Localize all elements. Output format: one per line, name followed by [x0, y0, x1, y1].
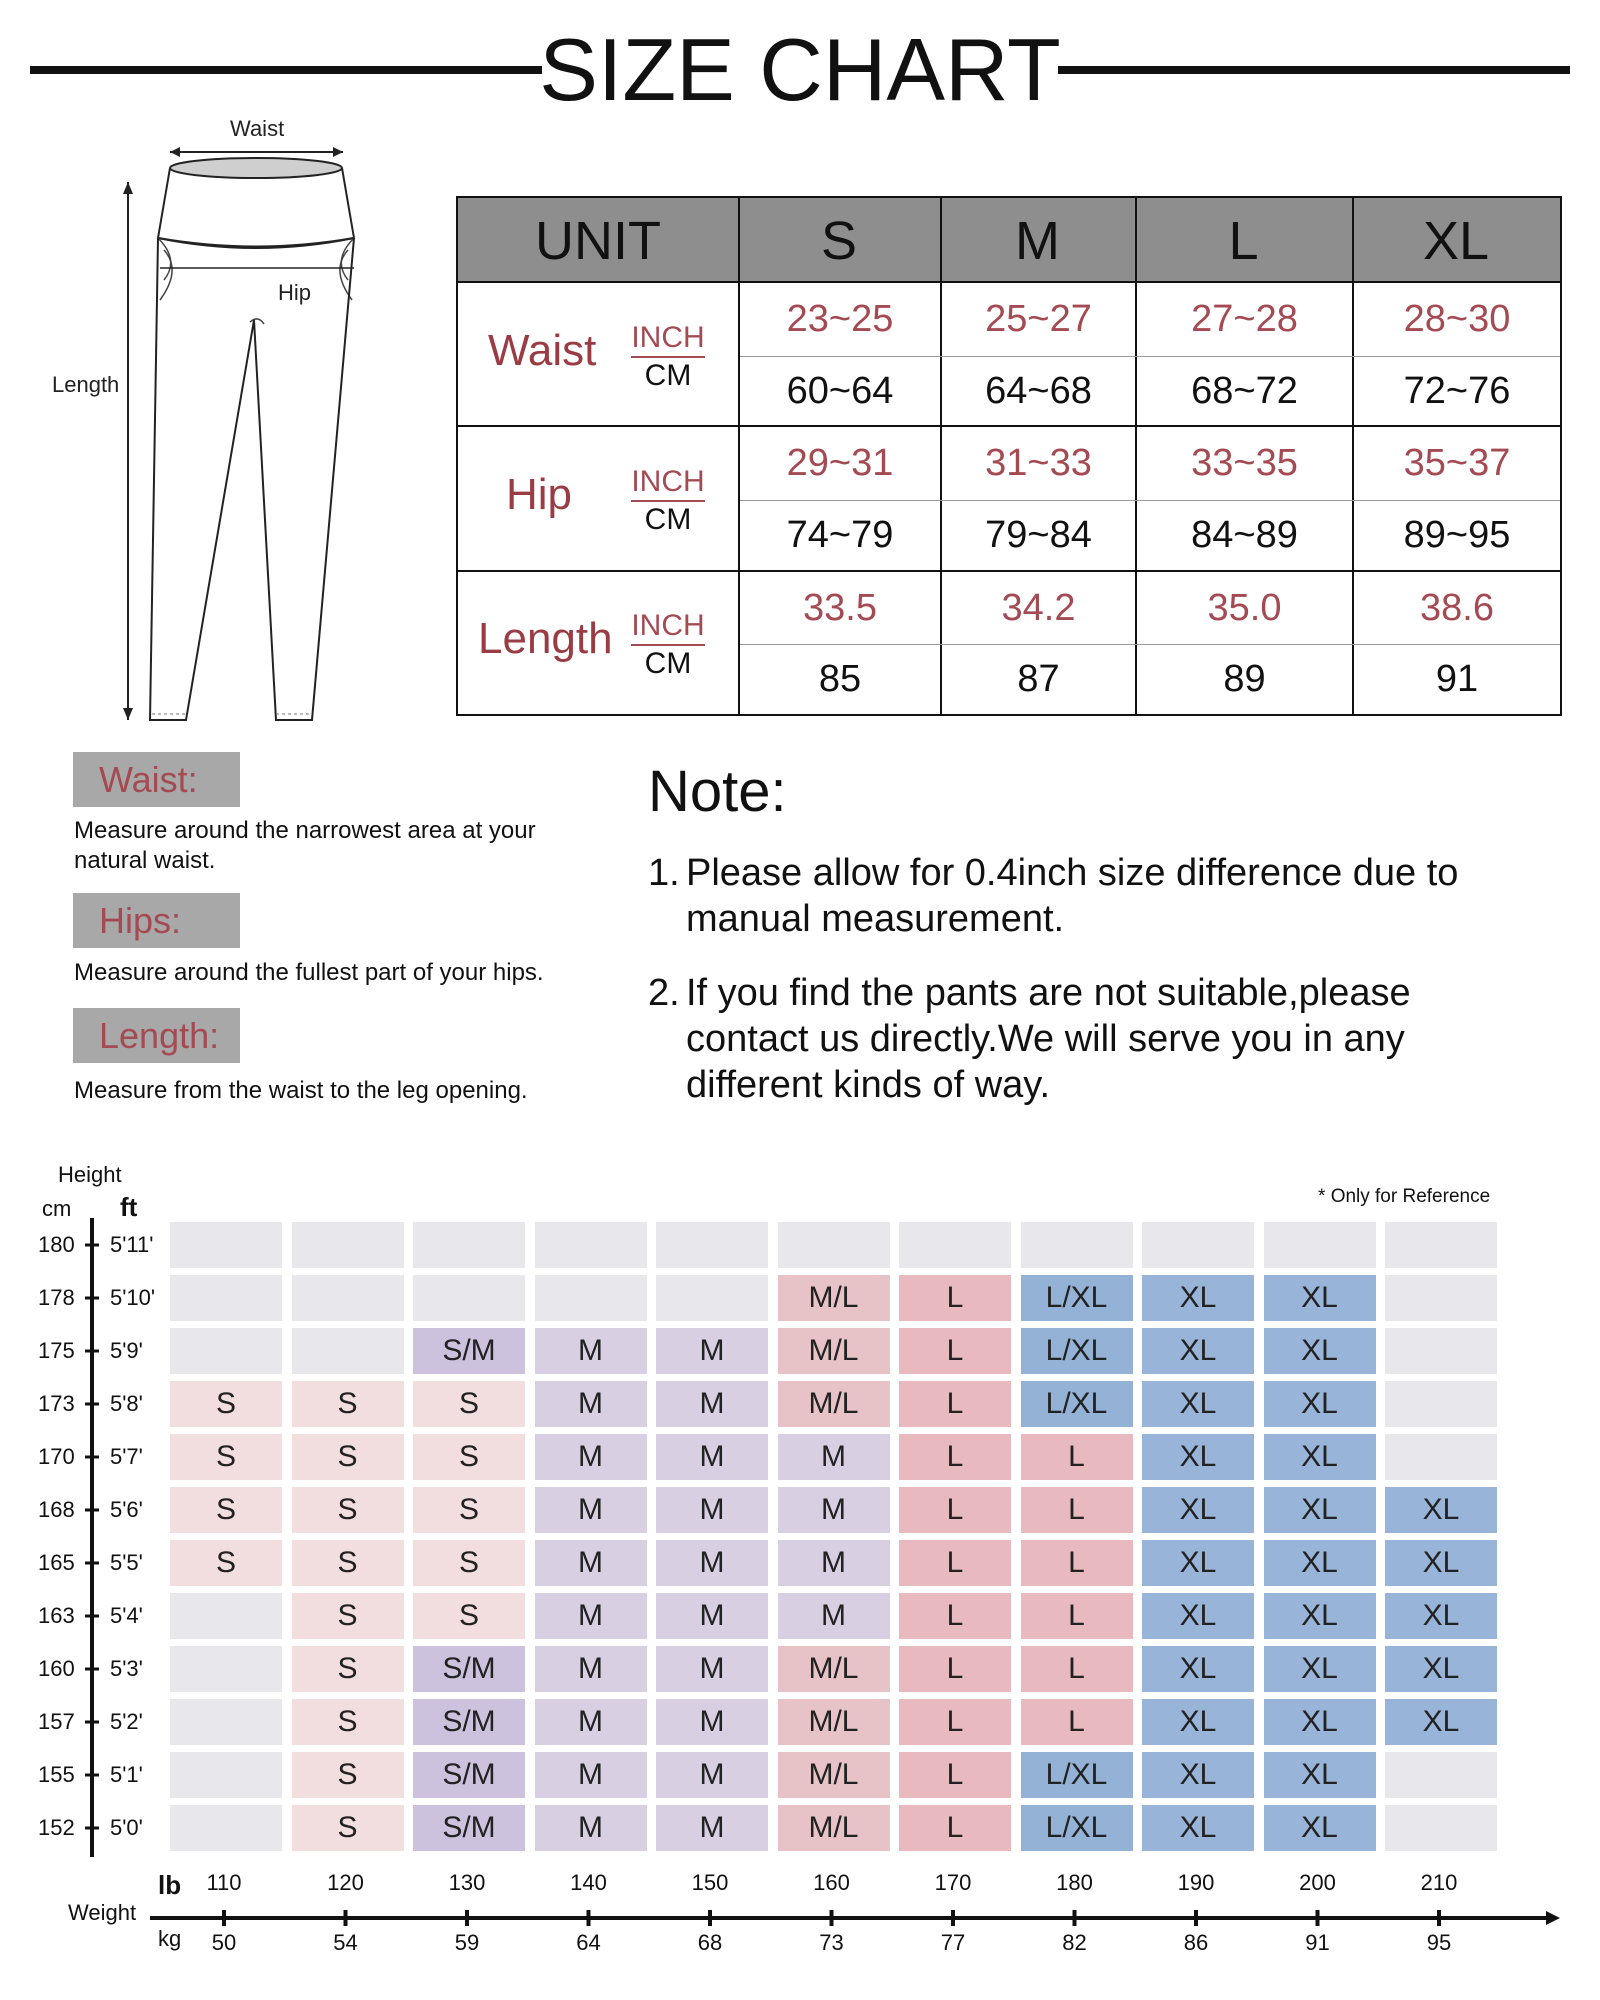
size-grid-cell: S: [292, 1381, 404, 1427]
table-cell: 35.0: [1207, 586, 1282, 629]
size-grid-cell: S/M: [413, 1328, 525, 1374]
height-cm-tick-label: 163: [38, 1603, 75, 1628]
row-label-length: Length: [478, 614, 613, 663]
size-grid-cell: [1385, 1434, 1497, 1480]
page-title: SIZE CHART: [539, 20, 1061, 119]
weight-kg-tick-label: 50: [211, 1930, 237, 1955]
size-grid-cell: [413, 1275, 525, 1321]
size-grid-cell: [1385, 1328, 1497, 1374]
reference-note-text: Only for Reference: [1330, 1186, 1491, 1207]
weight-lb-tick-label: 200: [1299, 1870, 1336, 1895]
size-grid-cell: M/L: [778, 1275, 890, 1321]
size-grid-cell: L: [899, 1752, 1011, 1798]
size-grid-cell: M: [656, 1434, 768, 1480]
height-ft-tick-label: 5'5': [110, 1550, 143, 1575]
table-cell: 79~84: [985, 514, 1092, 556]
size-grid-cell: [170, 1222, 282, 1268]
size-grid-cell: XL: [1142, 1752, 1254, 1798]
size-grid-cell: M: [535, 1540, 647, 1586]
size-grid-cell: XL: [1385, 1540, 1497, 1586]
size-grid-cell: M: [778, 1487, 890, 1533]
size-grid-cell: XL: [1142, 1646, 1254, 1692]
size-grid-cell: L: [1021, 1699, 1133, 1745]
unit-cm-label: CM: [644, 359, 692, 392]
hip-diagram-label: Hip: [278, 280, 312, 305]
weight-lb-tick-label: 110: [206, 1870, 242, 1895]
weight-axis-label: Weight: [68, 1900, 137, 1925]
table-cell: 72~76: [1403, 369, 1511, 412]
size-grid-cell: M: [656, 1328, 768, 1374]
note-text-line: contact us directly.We will serve you in any: [686, 1018, 1405, 1060]
unit-stack: [628, 608, 708, 682]
pants-diagram: [40, 110, 380, 730]
table-cell: 60~64: [786, 369, 894, 412]
size-grid-cell: [413, 1222, 525, 1268]
table-cell: 33.5: [803, 586, 877, 629]
size-grid-cell: M: [535, 1699, 647, 1745]
height-cm-tick-label: 178: [38, 1285, 75, 1310]
waist-diagram-label: Waist: [230, 116, 285, 141]
table-cell: 29~31: [786, 442, 894, 484]
size-grid-cell: L/XL: [1021, 1752, 1133, 1798]
unit-stack: [628, 320, 708, 394]
size-grid-cell: S/M: [413, 1699, 525, 1745]
size-grid-cell: M: [656, 1381, 768, 1427]
size-grid-cell: XL: [1264, 1434, 1376, 1480]
size-grid-cell: M: [656, 1752, 768, 1798]
size-grid-cell: [1142, 1222, 1254, 1268]
size-grid-cell: [170, 1752, 282, 1798]
size-grid-cell: M: [656, 1487, 768, 1533]
size-grid-cell: L/XL: [1021, 1381, 1133, 1427]
size-grid-cell: XL: [1264, 1805, 1376, 1851]
height-ft-tick-label: 5'11': [110, 1232, 154, 1257]
weight-kg-tick-label: 86: [1183, 1930, 1209, 1955]
lb-unit-label: lb: [158, 1870, 182, 1900]
height-ft-tick-label: 5'10': [110, 1285, 156, 1310]
size-grid-cell: S: [413, 1381, 525, 1427]
weight-axis-arrow-icon: [1546, 1911, 1560, 1925]
size-grid-cell: XL: [1385, 1593, 1497, 1639]
size-grid-cell: S: [292, 1805, 404, 1851]
weight-lb-tick-label: 170: [934, 1870, 972, 1895]
height-cm-tick-label: 165: [38, 1550, 75, 1575]
table-cell: 74~79: [786, 514, 894, 556]
size-grid-cell: L: [1021, 1540, 1133, 1586]
size-grid-cell: [170, 1275, 282, 1321]
size-grid-cell: [1385, 1275, 1497, 1321]
size-grid-cell: [1021, 1222, 1133, 1268]
size-grid-cell: XL: [1264, 1593, 1376, 1639]
size-grid-cell: XL: [1264, 1381, 1376, 1427]
ft-unit-label: ft: [120, 1192, 138, 1222]
weight-lb-tick-label: 140: [570, 1870, 607, 1895]
size-grid-cell: M: [656, 1646, 768, 1692]
size-grid-cell: M/L: [778, 1381, 890, 1427]
size-grid-cell: [292, 1222, 404, 1268]
weight-kg-tick-label: 54: [333, 1930, 358, 1955]
size-grid-cell: [170, 1805, 282, 1851]
size-header-l: L: [1135, 198, 1352, 283]
size-grid-cell: XL: [1385, 1646, 1497, 1692]
size-grid-cell: M/L: [778, 1646, 890, 1692]
measure-desc-length: Measure from the waist to the leg opening.: [74, 1077, 528, 1104]
size-grid-cell: XL: [1264, 1646, 1376, 1692]
size-grid-cell: [292, 1328, 404, 1374]
size-grid-cell: S: [413, 1593, 525, 1639]
size-grid-cell: M: [535, 1752, 647, 1798]
table-cell: 27~28: [1191, 298, 1298, 340]
size-grid-cell: L: [899, 1487, 1011, 1533]
size-grid-cell: L: [899, 1275, 1011, 1321]
weight-lb-tick-label: 150: [691, 1870, 729, 1895]
size-grid-cell: S/M: [413, 1646, 525, 1692]
size-grid-cell: XL: [1142, 1540, 1254, 1586]
size-grid-cell: M/L: [778, 1805, 890, 1851]
size-grid-cell: [170, 1646, 282, 1692]
size-grid-cell: M/L: [778, 1328, 890, 1374]
kg-unit-label: kg: [158, 1926, 182, 1951]
pants-outline-icon: [40, 110, 380, 730]
size-grid-cell: XL: [1142, 1593, 1254, 1639]
size-grid-cell: L: [1021, 1487, 1133, 1533]
size-grid-cell: M/L: [778, 1752, 890, 1798]
measure-tag-waist: Waist:: [73, 752, 240, 807]
size-grid-cell: [778, 1222, 890, 1268]
table-cell: 23~25: [786, 298, 894, 340]
size-grid-cell: [899, 1222, 1011, 1268]
size-grid-cell: XL: [1385, 1487, 1497, 1533]
table-cell: 85: [818, 658, 862, 700]
size-grid-cell: S: [292, 1699, 404, 1745]
size-grid-cell: XL: [1264, 1328, 1376, 1374]
size-grid-cell: XL: [1264, 1752, 1376, 1798]
size-grid-cell: M: [535, 1805, 647, 1851]
size-table: [456, 196, 1562, 716]
table-cell: 68~72: [1191, 369, 1298, 412]
unit-stack: [628, 464, 708, 538]
weight-lb-tick-label: 190: [1177, 1870, 1215, 1895]
size-grid-cell: L: [899, 1805, 1011, 1851]
size-grid-cell: L/XL: [1021, 1275, 1133, 1321]
height-cm-tick-label: 170: [38, 1444, 75, 1469]
size-grid-cell: [1264, 1222, 1376, 1268]
size-grid-cell: L: [899, 1434, 1011, 1480]
note-title: Note:: [648, 759, 787, 824]
height-ft-tick-label: 5'1': [110, 1762, 143, 1787]
size-grid-cell: XL: [1142, 1699, 1254, 1745]
size-grid-cell: M: [778, 1540, 890, 1586]
size-grid-cell: XL: [1142, 1328, 1254, 1374]
size-grid-cell: L: [1021, 1593, 1133, 1639]
size-grid-cell: M: [656, 1699, 768, 1745]
weight-kg-tick-label: 73: [819, 1930, 844, 1955]
size-grid-cell: S/M: [413, 1805, 525, 1851]
note-text-line: different kinds of way.: [686, 1064, 1051, 1106]
note-text-line: manual measurement.: [686, 898, 1065, 940]
weight-lb-tick-label: 120: [327, 1870, 364, 1895]
size-grid-cell: XL: [1142, 1805, 1254, 1851]
size-grid-cell: L: [899, 1540, 1011, 1586]
row-label-waist: Waist: [488, 326, 597, 375]
size-grid-cell: M/L: [778, 1699, 890, 1745]
size-grid-cell: XL: [1142, 1487, 1254, 1533]
height-cm-tick-label: 175: [38, 1338, 75, 1363]
table-cell: 25~27: [985, 298, 1092, 340]
size-grid-cell: M: [535, 1328, 647, 1374]
size-grid-cell: XL: [1142, 1275, 1254, 1321]
table-cell: 89: [1223, 658, 1266, 700]
height-cm-tick-label: 180: [38, 1232, 75, 1257]
size-grid-cell: XL: [1385, 1699, 1497, 1745]
size-grid-cell: [656, 1222, 768, 1268]
size-grid-cell: [1385, 1752, 1497, 1798]
size-grid-cell: [1385, 1222, 1497, 1268]
height-ft-tick-label: 5'8': [110, 1391, 143, 1416]
height-cm-tick-label: 168: [38, 1497, 75, 1522]
size-grid-cell: [170, 1699, 282, 1745]
row-label-hip: Hip: [506, 470, 573, 519]
measure-tag-hips: Hips:: [73, 893, 240, 948]
asterisk-icon: *: [1318, 1186, 1326, 1207]
size-grid-cell: M: [656, 1540, 768, 1586]
height-ft-tick-label: 5'0': [110, 1815, 143, 1840]
size-grid-cell: [292, 1275, 404, 1321]
size-grid-cell: [170, 1328, 282, 1374]
size-grid-cell: S: [292, 1434, 404, 1480]
size-grid-cell: L/XL: [1021, 1805, 1133, 1851]
unit-cm-label: CM: [644, 503, 692, 536]
unit-inch-label: INCH: [631, 320, 704, 358]
note-number: 2.: [648, 972, 680, 1014]
size-grid-cell: S: [413, 1540, 525, 1586]
size-grid-cell: L: [1021, 1434, 1133, 1480]
size-grid-cell: [535, 1275, 647, 1321]
size-grid-cell: S: [292, 1487, 404, 1533]
weight-kg-tick-label: 95: [1426, 1930, 1452, 1955]
note-text-line: If you find the pants are not suitable,please: [686, 972, 1411, 1014]
height-ft-tick-label: 5'3': [110, 1656, 143, 1681]
table-cell: 28~30: [1403, 298, 1511, 340]
height-ft-tick-label: 5'2': [110, 1709, 143, 1734]
size-grid-cell: [535, 1222, 647, 1268]
note-number: 1.: [648, 852, 680, 894]
size-grid-cell: S: [413, 1434, 525, 1480]
weight-kg-tick-label: 64: [576, 1930, 601, 1955]
weight-lb-tick-label: 180: [1056, 1870, 1093, 1895]
size-grid-cell: M: [535, 1646, 647, 1692]
size-header-m: M: [940, 198, 1135, 283]
size-grid-cell: L: [899, 1699, 1011, 1745]
height-cm-tick-label: 155: [38, 1762, 75, 1787]
height-axis-label: Height: [58, 1162, 122, 1187]
unit-inch-label: INCH: [631, 464, 704, 502]
weight-lb-tick-label: 160: [813, 1870, 850, 1895]
size-grid-cell: M: [535, 1487, 647, 1533]
size-grid-cell: XL: [1264, 1699, 1376, 1745]
size-grid-cell: [656, 1275, 768, 1321]
height-ft-tick-label: 5'7': [110, 1444, 143, 1469]
size-grid-cell: S: [292, 1646, 404, 1692]
table-cell: 64~68: [985, 369, 1092, 412]
height-cm-tick-label: 157: [38, 1709, 75, 1734]
height-weight-chart: [0, 1150, 1600, 1970]
height-ft-tick-label: 5'9': [110, 1338, 143, 1363]
size-grid-cell: S: [170, 1540, 282, 1586]
table-cell: 84~89: [1191, 514, 1298, 556]
height-cm-tick-label: 160: [38, 1656, 75, 1681]
table-cell: 87: [1017, 658, 1060, 700]
measure-desc-waist: Measure around the narrowest area at your natural waist.: [74, 817, 536, 874]
table-cell: 89~95: [1403, 514, 1511, 556]
size-grid-cell: XL: [1264, 1540, 1376, 1586]
size-grid-cell: S/M: [413, 1752, 525, 1798]
measure-tag-length: Length:: [73, 1008, 240, 1063]
weight-kg-tick-label: 91: [1305, 1930, 1330, 1955]
size-grid-cell: S: [170, 1434, 282, 1480]
size-grid-cell: [1385, 1381, 1497, 1427]
table-cell: 34.2: [1001, 586, 1076, 629]
weight-kg-tick-label: 68: [697, 1930, 723, 1955]
size-grid-cell: M: [535, 1434, 647, 1480]
unit-inch-label: INCH: [631, 608, 704, 646]
weight-kg-tick-label: 82: [1062, 1930, 1087, 1955]
size-grid-cell: XL: [1142, 1434, 1254, 1480]
note-text-line: Please allow for 0.4inch size difference due to: [686, 852, 1459, 894]
cm-unit-label: cm: [42, 1196, 72, 1221]
size-grid-cell: L: [899, 1593, 1011, 1639]
height-ft-tick-label: 5'6': [110, 1497, 143, 1522]
size-grid-cell: S: [292, 1593, 404, 1639]
size-grid-cell: M: [535, 1593, 647, 1639]
table-cell: 31~33: [985, 442, 1092, 484]
unit-header: UNIT: [458, 198, 738, 283]
table-cell: 35~37: [1403, 442, 1511, 484]
size-grid-cell: L: [1021, 1646, 1133, 1692]
size-grid-cell: S: [413, 1487, 525, 1533]
size-grid-cell: L: [899, 1381, 1011, 1427]
size-header-xl: XL: [1352, 198, 1560, 283]
length-diagram-label: Length: [52, 372, 120, 397]
size-grid-cell: XL: [1264, 1275, 1376, 1321]
weight-lb-tick-label: 210: [1420, 1870, 1458, 1895]
size-grid-cell: XL: [1142, 1381, 1254, 1427]
height-cm-tick-label: 173: [38, 1391, 75, 1416]
unit-cm-label: CM: [644, 647, 692, 680]
size-grid-cell: L: [899, 1328, 1011, 1374]
size-grid-cell: XL: [1264, 1487, 1376, 1533]
size-grid-cell: S: [292, 1540, 404, 1586]
size-grid-cell: [170, 1593, 282, 1639]
size-grid-cell: M: [535, 1381, 647, 1427]
size-grid-cell: M: [778, 1593, 890, 1639]
weight-kg-tick-label: 59: [454, 1930, 480, 1955]
table-cell: 91: [1435, 658, 1479, 700]
size-grid-cell: L/XL: [1021, 1328, 1133, 1374]
size-grid-cell: [1385, 1805, 1497, 1851]
measure-desc-hips: Measure around the fullest part of your hips.: [74, 959, 544, 986]
table-cell: 33~35: [1191, 442, 1298, 484]
size-grid-cell: S: [170, 1487, 282, 1533]
size-grid-cell: M: [778, 1434, 890, 1480]
height-cm-tick-label: 152: [38, 1815, 75, 1840]
height-ft-tick-label: 5'4': [110, 1603, 143, 1628]
size-header-s: S: [738, 198, 940, 283]
size-grid-cell: L: [899, 1646, 1011, 1692]
weight-lb-tick-label: 130: [448, 1870, 486, 1895]
table-cell: 38.6: [1420, 586, 1494, 629]
size-grid-cell: S: [292, 1752, 404, 1798]
size-grid-cell: M: [656, 1593, 768, 1639]
size-grid-cell: S: [170, 1381, 282, 1427]
weight-kg-tick-label: 77: [940, 1930, 966, 1955]
size-grid-cell: M: [656, 1805, 768, 1851]
